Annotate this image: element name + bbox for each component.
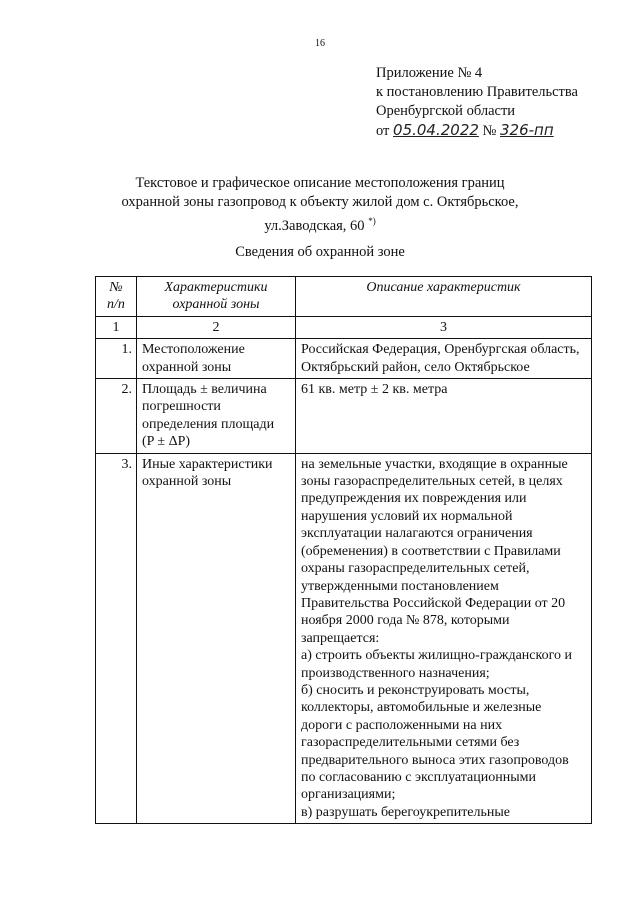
header-cell-characteristic <box>137 277 296 317</box>
appendix-line-2: к постановлению Правительства <box>376 84 578 100</box>
table-row <box>96 339 592 379</box>
row-characteristic: Площадь ± величина погрешности определения площади (P ± ΔP) <box>137 379 296 454</box>
row-description <box>296 453 592 824</box>
handwritten-number: 326-пп <box>500 121 554 139</box>
appendix-line-3: Оренбургской области <box>376 103 516 119</box>
section-title: Сведения об охранной зоне <box>235 244 405 260</box>
row-number: 1. <box>96 339 137 379</box>
handwritten-date: 05.04.2022 <box>393 121 479 139</box>
header-number-line-2: п/п <box>107 297 125 313</box>
table-index-row <box>96 316 592 338</box>
table-header-row <box>96 277 592 317</box>
title-address: ул.Заводская, 60 <box>264 217 365 234</box>
table-row <box>96 453 592 824</box>
row-number: 2. <box>96 379 137 454</box>
header-char-line-1: Характеристики <box>164 280 268 295</box>
index-cell-2: 2 <box>137 316 296 338</box>
row-number: 3. <box>96 453 137 824</box>
page-number: 16 <box>315 38 325 49</box>
title-line-1: Текстовое и графическое описание местоположения границ <box>135 175 505 191</box>
header-cell-number <box>96 277 137 317</box>
appendix-line-1: Приложение № 4 <box>376 65 483 81</box>
header-cell-description: Описание характеристик <box>296 277 592 317</box>
title-line-3 <box>0 212 640 236</box>
row-description: 61 кв. метр ± 2 кв. метра <box>296 379 592 454</box>
appendix-date-line <box>376 121 578 141</box>
index-cell-1: 1 <box>96 316 137 338</box>
table-row <box>96 379 592 454</box>
header-number-line-1: № <box>109 280 123 295</box>
header-char-line-2: охранной зоны <box>172 297 260 313</box>
zone-table <box>95 276 592 824</box>
row-characteristic: Местоположение охранной зоны <box>137 339 296 379</box>
footnote-mark: *) <box>368 216 376 226</box>
index-cell-3: 3 <box>296 316 592 338</box>
date-prefix: от <box>376 123 390 139</box>
row-characteristic: Иные характеристики охранной зоны <box>137 453 296 824</box>
appendix-block <box>376 64 578 141</box>
document-title <box>0 174 640 236</box>
prohibition-item: а) строить объекты жилищно-гражданского и производственного назначения; <box>301 648 572 681</box>
title-line-2: охранной зоны газопровод к объекту жилой дом с. Октябрьское, <box>121 194 519 210</box>
row-description-intro: на земельные участки, входящие в охранные зоны газораспределительных сетей, в целях предупреждения их повреждения или нарушения условий их нормальной эксплуатации налагаются ограничения (обременения) в соответствии с Правилами охраны газораспределительных сетей, утвержденными постановлением Правительства Российской Федерации от 20 ноября 2000 года № 878, которыми запрещается: <box>301 456 568 646</box>
number-prefix: № <box>482 123 497 139</box>
prohibition-item: в) разрушать берегоукрепительные <box>301 804 511 820</box>
prohibition-item: б) сносить и реконструировать мосты, коллекторы, автомобильные и железные дороги с расположенными на них газораспределительными сетями без предварительного выноса этих газопроводов по согласованию с эксплуатационными организациями; <box>301 682 569 803</box>
row-description: Российская Федерация, Оренбургская область, Октябрьский район, село Октябрьское <box>296 339 592 379</box>
